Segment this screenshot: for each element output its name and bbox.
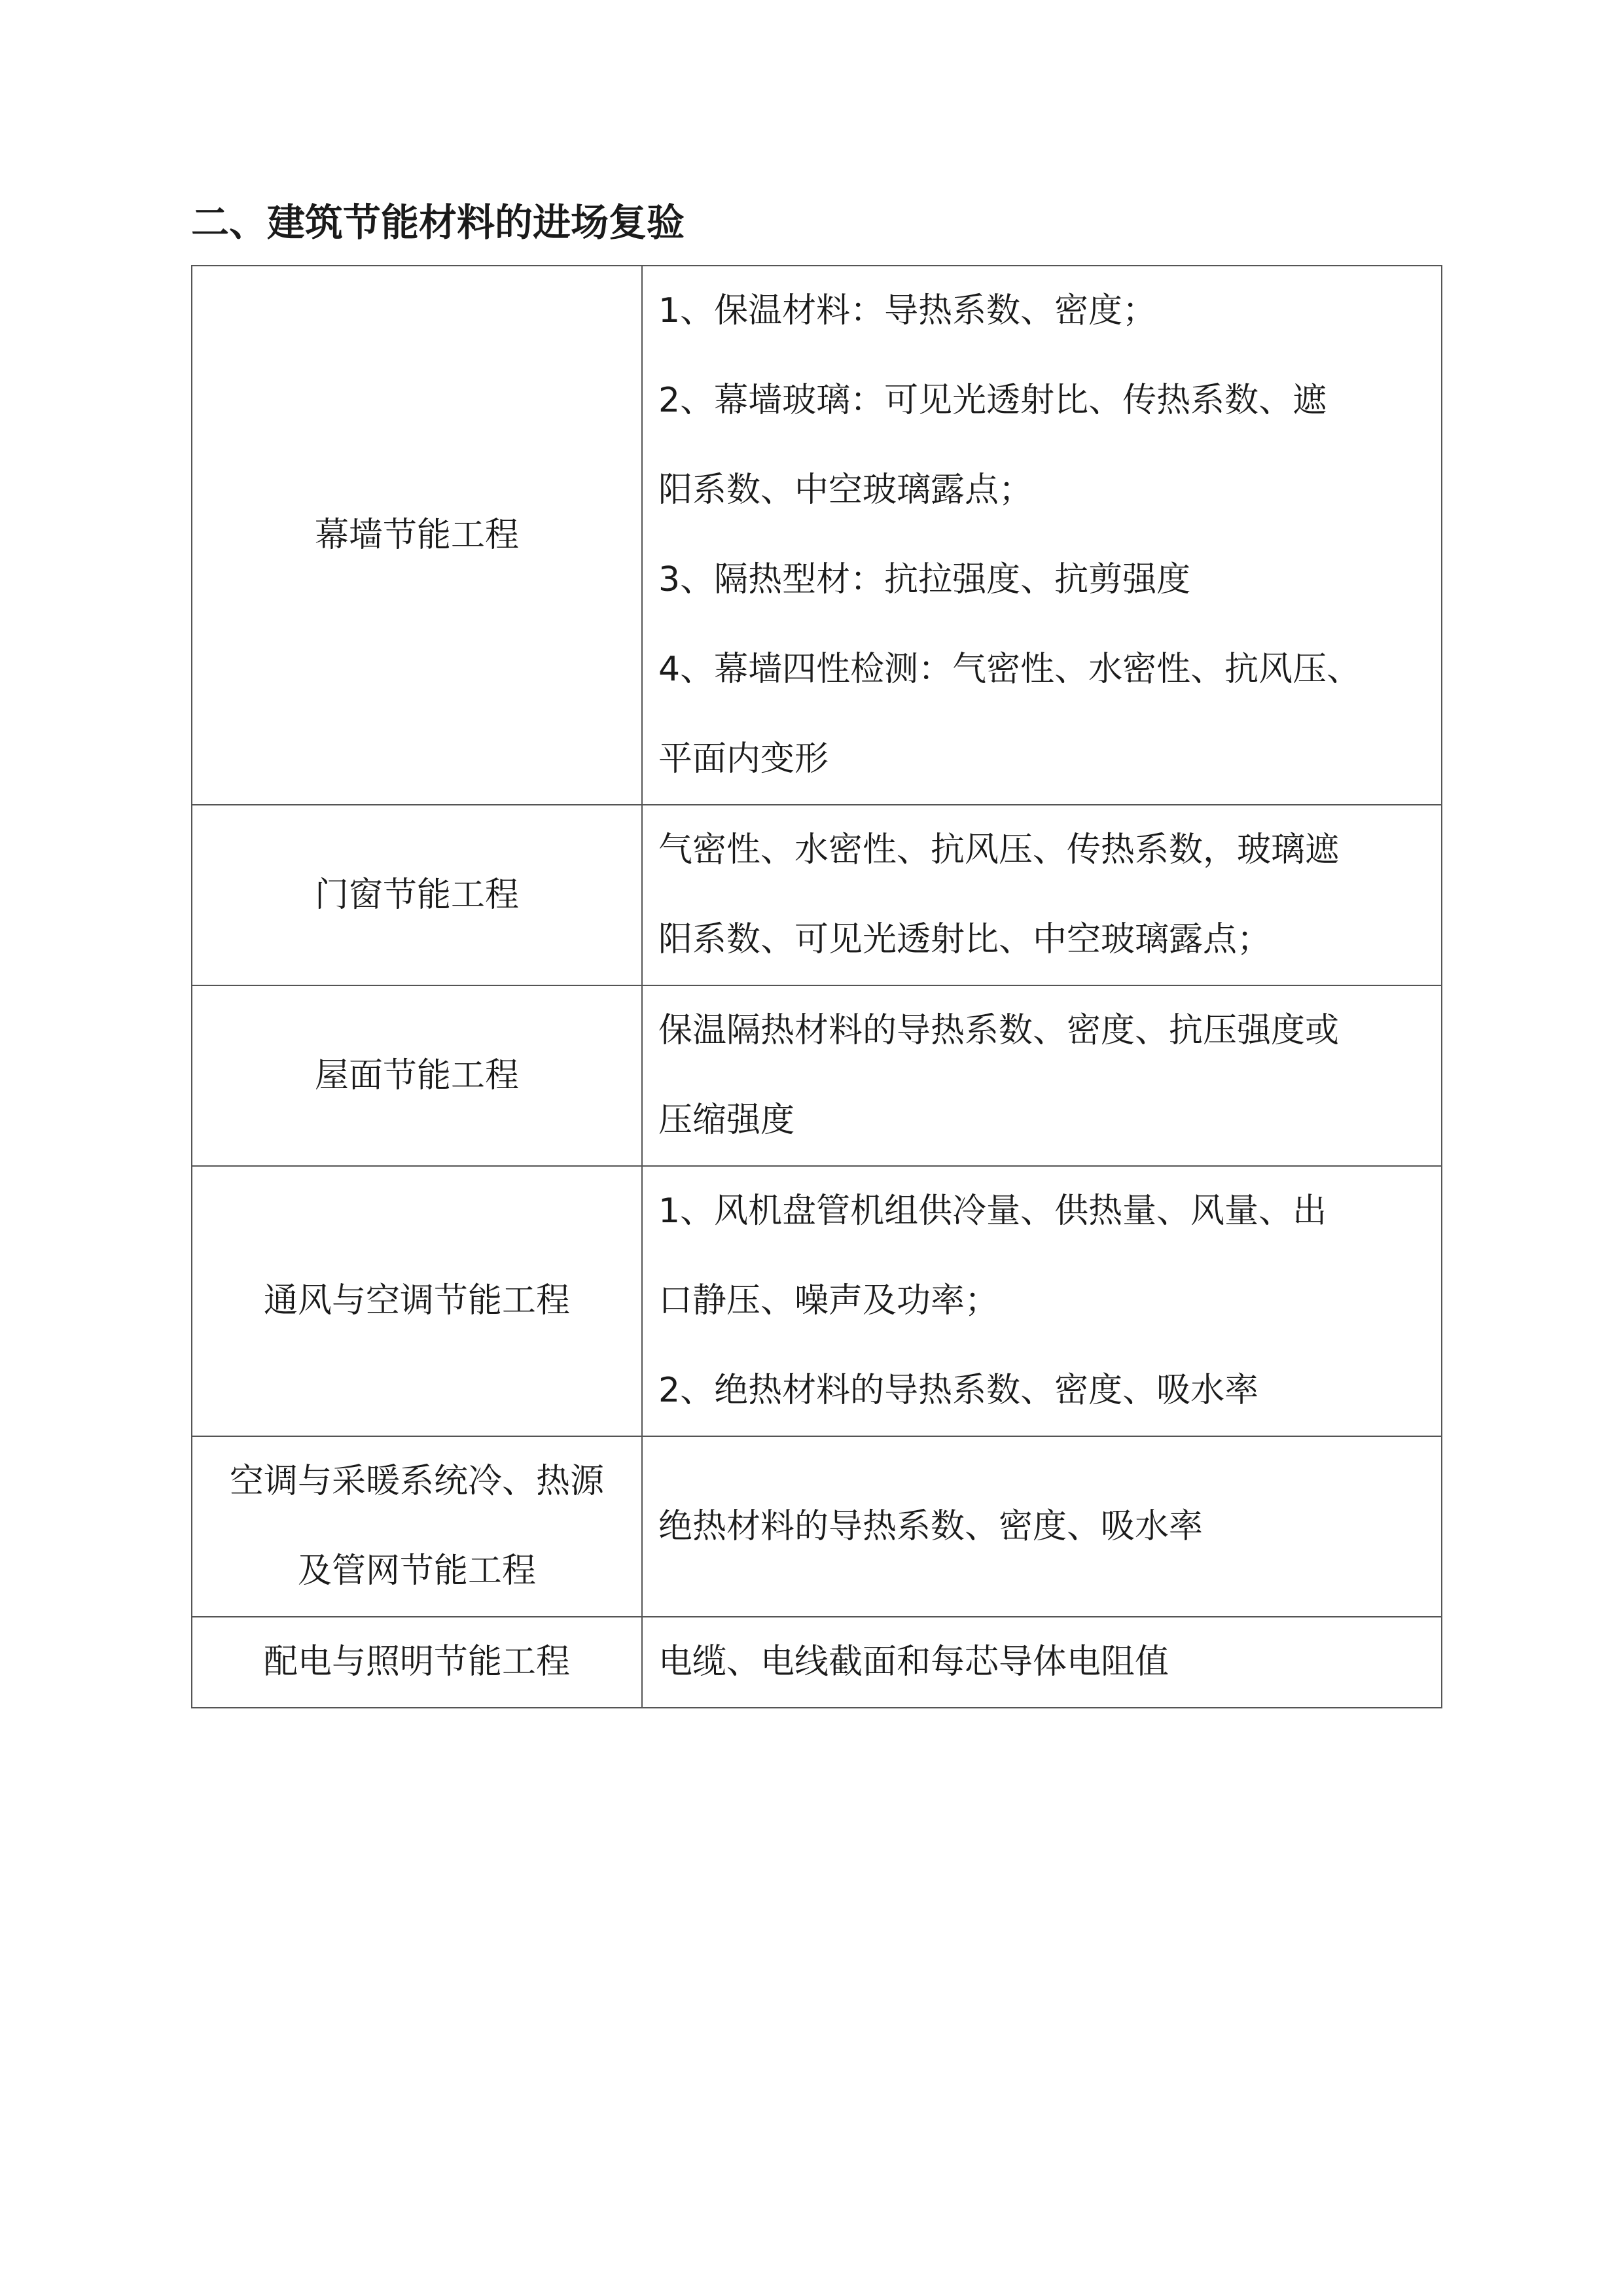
requirement-line: 2、幕墙玻璃：可见光透射比、传热系数、遮 xyxy=(658,381,1327,420)
requirements-cell xyxy=(642,985,1442,1166)
category-cell xyxy=(192,1166,642,1436)
retest-table xyxy=(191,265,1442,1708)
category-label: 配电与照明节能工程 xyxy=(263,1642,570,1682)
requirement-line: 1、保温材料：导热系数、密度； xyxy=(658,291,1157,330)
category-label: 通风与空调节能工程 xyxy=(263,1281,570,1320)
category-cell xyxy=(192,805,642,985)
table-row xyxy=(192,805,1442,985)
requirement-line: 2、绝热材料的导热系数、密度、吸水率 xyxy=(658,1371,1259,1410)
table-row xyxy=(192,1166,1442,1436)
category-label: 屋面节能工程 xyxy=(314,1055,519,1095)
requirement-line: 压缩强度 xyxy=(658,1101,795,1140)
table-row xyxy=(192,985,1442,1166)
requirements-cell xyxy=(642,1436,1442,1617)
requirement-line: 3、隔热型材：抗拉强度、抗剪强度 xyxy=(658,560,1191,599)
requirements-cell xyxy=(642,1617,1442,1708)
category-label: 幕墙节能工程 xyxy=(314,515,519,555)
requirement-line: 口静压、噪声及功率； xyxy=(658,1281,999,1320)
table-row xyxy=(192,266,1442,805)
table-row xyxy=(192,1436,1442,1617)
requirements-cell xyxy=(642,266,1442,805)
requirements-cell xyxy=(642,805,1442,985)
requirement-line: 1、风机盘管机组供冷量、供热量、风量、出 xyxy=(658,1192,1327,1231)
category-label: 空调与采暖系统冷、热源 xyxy=(229,1462,604,1501)
category-cell xyxy=(192,266,642,805)
requirements-cell xyxy=(642,1166,1442,1436)
category-label: 门窗节能工程 xyxy=(314,875,519,915)
requirement-line: 平面内变形 xyxy=(658,739,829,779)
requirement-line: 电缆、电线截面和每芯导体电阻值 xyxy=(658,1642,1169,1682)
table-row xyxy=(192,1617,1442,1708)
page-title: 二、建筑节能材料的进场复验 xyxy=(191,200,685,245)
requirement-line: 阳系数、中空玻璃露点； xyxy=(658,470,1033,510)
category-cell xyxy=(192,1617,642,1708)
requirement-line: 气密性、水密性、抗风压、传热系数，玻璃遮 xyxy=(658,830,1340,870)
category-cell xyxy=(192,1436,642,1617)
category-label: 及管网节能工程 xyxy=(297,1551,536,1591)
category-cell xyxy=(192,985,642,1166)
requirement-line: 保温隔热材料的导热系数、密度、抗压强度或 xyxy=(658,1011,1340,1050)
requirement-line: 4、幕墙四性检测：气密性、水密性、抗风压、 xyxy=(658,650,1361,689)
requirement-line: 绝热材料的导热系数、密度、吸水率 xyxy=(658,1506,1204,1546)
requirement-line: 阳系数、可见光透射比、中空玻璃露点； xyxy=(658,920,1272,959)
